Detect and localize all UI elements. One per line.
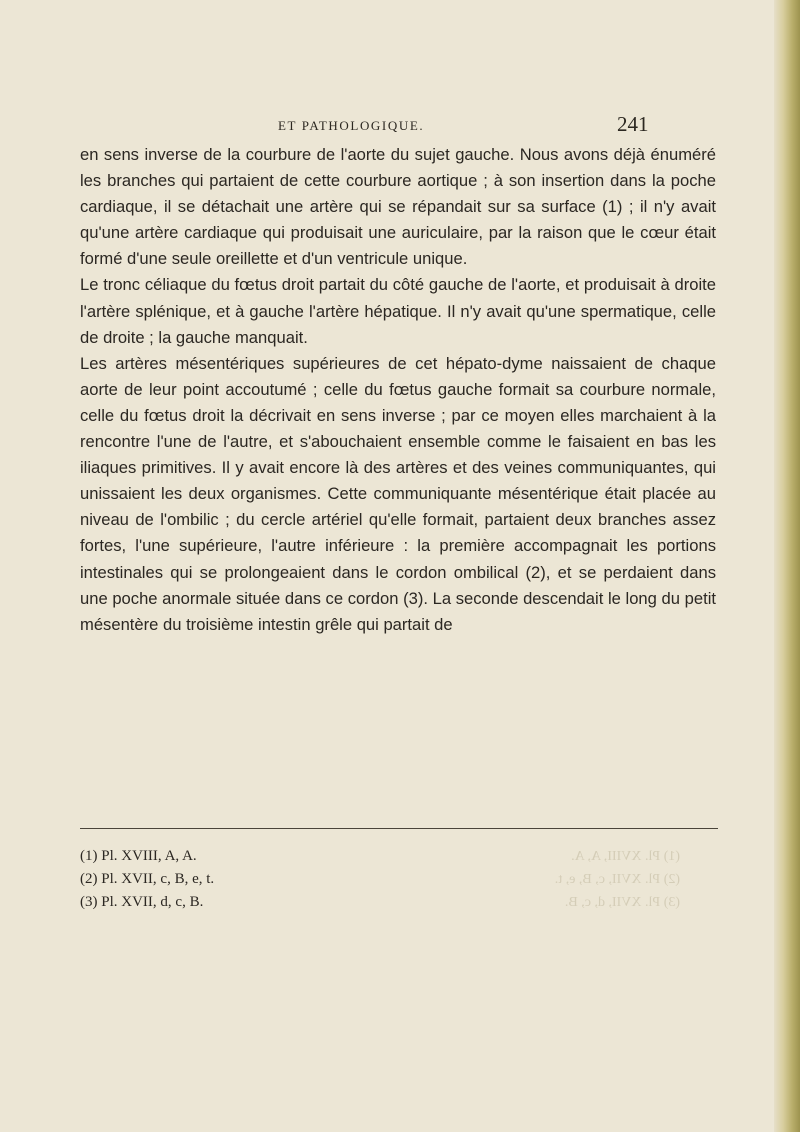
footnote-1: (1) Pl. XVIII, A, A. [80, 848, 197, 864]
page-number: 241 [617, 112, 649, 136]
bleed-footnote-2: (2) Pl. XVII, c, B, e, t. [554, 872, 680, 887]
page-edge-shadow [774, 0, 800, 1132]
bleed-footnote-3: (3) Pl. XVII, d, c, B. [564, 895, 680, 910]
footnote-3: (3) Pl. XVII, d, c, B. [80, 894, 204, 910]
footnote-2: (2) Pl. XVII, c, B, e, t. [80, 871, 215, 887]
running-title: ET PATHOLOGIQUE. [278, 118, 425, 133]
paragraph-1: en sens inverse de la courbure de l'aorte du sujet gauche. Nous avons déjà énuméré les branches qui partaient de cette courbure aortique ; à son insertion dans la poche cardiaque, il se détachait une artère qui se répandait sur sa surface (1) ; il n'y avait qu'une artère cardiaque qui produisait une auriculaire, par la raison que le cœur était formé d'une seule oreillette et d'un ventricule unique. [80, 145, 716, 269]
body-text [80, 142, 716, 638]
footnote-rule [80, 828, 718, 829]
show-through-footnotes [420, 845, 680, 914]
paragraph-2: Le tronc céliaque du fœtus droit partait du côté gauche de l'aorte, et produisait à droite l'artère splénique, et à gauche l'artère hépatique. Il n'y avait qu'une spermatique, celle de droite ; la gauche manquait. [80, 275, 716, 347]
paragraph-3: Les artères mésentériques supérieures de cet hépato-dyme naissaient de chaque aorte de leur point accoutumé ; celle du fœtus gauche formait sa courbure normale, celle du fœtus droit la décrivait en sens inverse ; par ce moyen elles marchaient à la rencontre l'une de l'autre, et s'abouchaient ensemble comme le faisaient en bas les iliaques primitives. Il y avait encore là des artères et des veines communiquantes, qui unissaient les deux organismes. Cette communiquante mésentérique était placée au niveau de l'ombilic ; du cercle artériel qu'elle formait, partaient deux branches assez fortes, l'une supérieure, l'autre inférieure : la première accompagnait les portions intestinales qui se prolongeaient dans le cordon ombilical (2), et se perdaient dans une poche anormale située dans ce cordon (3). La seconde descendait le long du petit mésentère du troisième intestin grêle qui partait de [80, 353, 716, 634]
running-head [60, 110, 750, 140]
bleed-footnote-1: (1) Pl. XVIII, A, A. [571, 849, 680, 864]
